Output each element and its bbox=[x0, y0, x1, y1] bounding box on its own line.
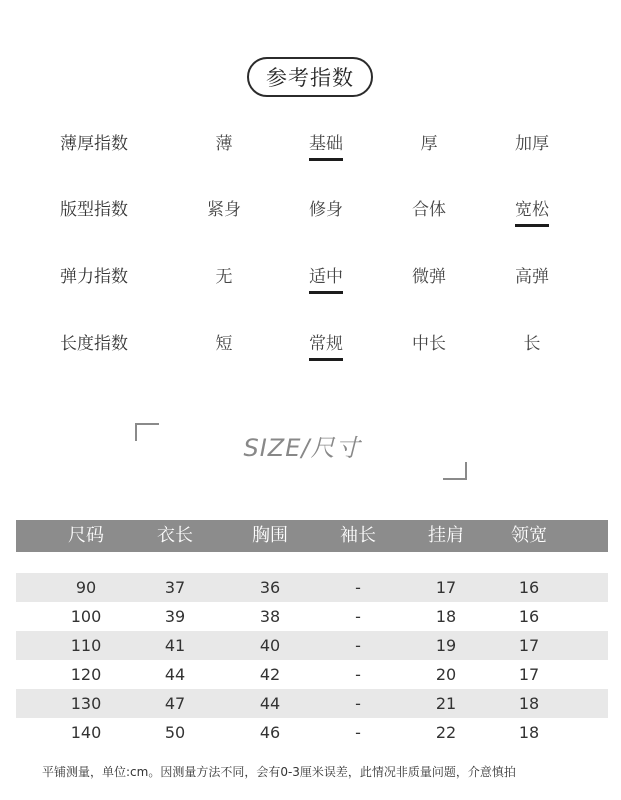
table-cell: 18 bbox=[435, 607, 457, 626]
table-cell: 44 bbox=[164, 665, 186, 684]
index-row-fit bbox=[0, 193, 621, 227]
table-cell: 110 bbox=[70, 636, 102, 655]
table-cell: 41 bbox=[164, 636, 186, 655]
index-row-thickness bbox=[0, 127, 621, 161]
table-cell: - bbox=[355, 636, 361, 655]
table-cell: - bbox=[355, 578, 361, 597]
index-option: 中长 bbox=[412, 334, 446, 354]
header-cell-neck: 领宽 bbox=[511, 525, 547, 546]
header-cell-chest: 胸围 bbox=[252, 525, 288, 546]
table-cell: 130 bbox=[70, 694, 102, 713]
table-cell: - bbox=[355, 665, 361, 684]
index-row-label: 长度指数 bbox=[60, 334, 128, 354]
index-row-label: 版型指数 bbox=[60, 200, 128, 220]
table-cell: 36 bbox=[259, 578, 281, 597]
table-row bbox=[16, 573, 608, 602]
header-cell-sleeve: 袖长 bbox=[340, 525, 376, 546]
index-option: 合体 bbox=[412, 200, 446, 220]
table-cell: 17 bbox=[435, 578, 457, 597]
table-cell: 39 bbox=[164, 607, 186, 626]
table-cell: 100 bbox=[70, 607, 102, 626]
table-row bbox=[16, 689, 608, 718]
table-cell: 46 bbox=[259, 723, 281, 742]
index-option: 紧身 bbox=[207, 200, 241, 220]
reference-index-title: 参考指数 bbox=[247, 57, 373, 97]
table-cell: 44 bbox=[259, 694, 281, 713]
header-cell-shoulder: 挂肩 bbox=[428, 525, 464, 546]
index-option: 加厚 bbox=[515, 134, 549, 154]
header-cell-length: 衣长 bbox=[157, 525, 193, 546]
index-row-label: 薄厚指数 bbox=[60, 134, 128, 154]
table-cell: 19 bbox=[435, 636, 457, 655]
table-row bbox=[16, 631, 608, 660]
size-table-header bbox=[16, 520, 608, 552]
index-option: 微弹 bbox=[412, 267, 446, 287]
table-cell: 17 bbox=[518, 665, 540, 684]
table-row bbox=[16, 602, 608, 631]
table-cell: 50 bbox=[164, 723, 186, 742]
table-cell: 38 bbox=[259, 607, 281, 626]
table-cell: 40 bbox=[259, 636, 281, 655]
index-option-selected: 基础 bbox=[291, 127, 361, 161]
index-option-selected: 宽松 bbox=[497, 193, 567, 227]
index-option-selected: 适中 bbox=[291, 260, 361, 294]
table-cell: 120 bbox=[70, 665, 102, 684]
table-cell: - bbox=[355, 694, 361, 713]
index-row-label: 弹力指数 bbox=[60, 267, 128, 287]
table-cell: 21 bbox=[435, 694, 457, 713]
table-cell: 90 bbox=[75, 578, 97, 597]
table-cell: 17 bbox=[518, 636, 540, 655]
table-cell: 18 bbox=[518, 694, 540, 713]
table-cell: 20 bbox=[435, 665, 457, 684]
index-row-elasticity bbox=[0, 260, 621, 294]
index-option: 高弹 bbox=[515, 267, 549, 287]
index-option: 无 bbox=[215, 267, 233, 287]
size-section-title: SIZE/尺寸 bbox=[243, 434, 361, 462]
index-option: 长 bbox=[523, 334, 541, 354]
index-row-length bbox=[0, 327, 621, 361]
table-cell: 16 bbox=[518, 607, 540, 626]
table-cell: 140 bbox=[70, 723, 102, 742]
index-option-selected: 常规 bbox=[291, 327, 361, 361]
header-cell-size: 尺码 bbox=[68, 525, 104, 546]
table-cell: 42 bbox=[259, 665, 281, 684]
table-cell: 37 bbox=[164, 578, 186, 597]
table-cell: - bbox=[355, 607, 361, 626]
corner-bracket-bottom-right bbox=[443, 462, 467, 480]
measurement-footnote: 平铺测量，单位:cm。因测量方法不同，会有0-3厘米误差，此情况非质量问题，介意慎拍 bbox=[42, 765, 516, 779]
table-cell: 47 bbox=[164, 694, 186, 713]
table-cell: 22 bbox=[435, 723, 457, 742]
index-option: 厚 bbox=[420, 134, 438, 154]
table-cell: 16 bbox=[518, 578, 540, 597]
index-option: 薄 bbox=[215, 134, 233, 154]
table-row bbox=[16, 660, 608, 689]
table-row bbox=[16, 718, 608, 747]
index-option: 短 bbox=[215, 334, 233, 354]
index-option: 修身 bbox=[309, 200, 343, 220]
table-cell: - bbox=[355, 723, 361, 742]
table-cell: 18 bbox=[518, 723, 540, 742]
